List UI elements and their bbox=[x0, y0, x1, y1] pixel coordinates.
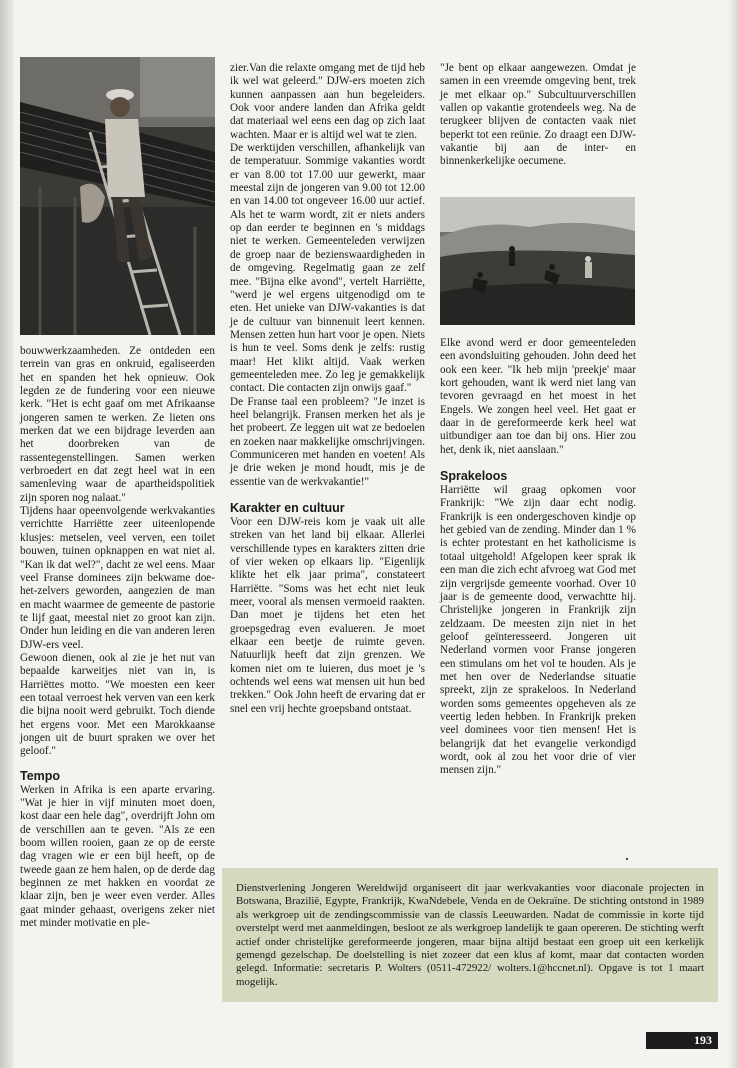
section-heading-karakter: Karakter en cultuur bbox=[230, 501, 345, 515]
text-column-2 bbox=[230, 62, 425, 716]
paragraph: Voor een DJW-reis kom je vaak uit alle streken van het land bij elkaar. Allerlei verschillende types en karakters zitten drie of vier weken op elkaars lip. "Eigenlijk klikte het elk jaar prima", constateert Harriëtte. "Soms was het echt niet leuk meer, vooral als mensen vermoeid raakten. Dan moet je tijdens het eten het groepsgedrag even evalueren. Je moet elkaar een beetje de ruimte geven. Natuurlijk heeft dat zijn grenzen. We komen niet om te luieren, dus moet je 's ochtends wel eens wat mensen uit hun bed trekken." Ook John heeft de ervaring dat er snel een vrij hechte groepsband ontstaat. bbox=[230, 516, 425, 715]
photo-field-workers bbox=[440, 197, 635, 325]
paragraph: Elke avond werd er door gemeenteleden een avondsluiting gehouden. John deed het ook een keer. "Ik heb mijn 'preekje' maar kort gehouden, want ik werd niet lang van tevoren gevraagd en het moest in het Engels. We zongen heel veel. Het gaat er daar in de gereformeerde kerk heel wat uitbundiger aan toe dan bij ons. Hier zou het, denk ik, niet aanslaan." bbox=[440, 337, 636, 456]
paragraph: De Franse taal een probleem? "Je inzet is heel belangrijk. Fransen merken het als je het probeert. Ze leggen uit wat ze bedoelen en zoeken naar makkelijke omschrijvingen. Communiceren met handen en voeten! Als je drie weken je mond houdt, mis je de essentie van de werkvakantie!" bbox=[230, 395, 425, 488]
paragraph: Harriëtte wil graag opkomen voor Frankrijk: "We zijn daar echt nodig. Frankrijk is een ondergeschoven kindje op het gebied van de zending. Minder dan 1 % is echter protestant en het katholicisme is totaal uitgehold! Afgelopen keer sprak ik een man die zich echt afvroeg wat God met zijn vergrijsde gemeente voorhad. Over 10 jaar is de gemeente dood, verwachtte hij. Christelijke jongeren in Frankrijk zijn zeldzaam. De meesten zijn niet in het geloof geïnteresseerd. Jongeren uit Nederland vormen voor Franse jongeren een stimulans om het vol te houden. Als je met hen over de Nederlandse situatie spreekt, zijn ze sprakeloos. In Nederland worden soms gemeentes opgeheven als ze veertig leden hebben. In Frankrijk preken veel dominees voor tien mensen! Het is belangrijk dat het evangelie verkondigd wordt, ook al zou het voor drie of vier mensen zijn." bbox=[440, 484, 636, 777]
text-column-1 bbox=[20, 345, 215, 930]
page-binding-edge bbox=[0, 0, 14, 1068]
photo-roof-ladder bbox=[20, 57, 215, 335]
paragraph: zier.Van die relaxte omgang met de tijd heb ik wel wat geleerd." DJW-ers moeten zich kunnen aanpassen aan hun begeleiders. Ook voor andere landen dan Afrika geldt dat materiaal wel eens een dag op zich laat wachten. Maar er is altijd wel wat te zien. bbox=[230, 62, 425, 141]
paragraph: Gewoon dienen, ook al zie je het nut van bepaalde karweitjes niet van in, is Harriëttes motto. "We moesten een keer een totaal verroest hek verven van een kerk die bijna nooit werd gebruikt. Toch diende het ergens voor. Met een Marokkaanse jongen uit de buurt spraken we over het geloof." bbox=[20, 651, 215, 758]
text-column-3-bottom bbox=[440, 337, 636, 778]
page-right-edge bbox=[728, 0, 738, 1068]
paragraph: "Je bent op elkaar aangewezen. Omdat je samen in een vreemde omgeving bent, trek je met elkaar op." Subcultuurverschillen vallen op vakantie grotendeels weg. Na de terugkeer blijven de contacten vaak niet beperkt tot een reünie. Zo draagt een DJW-vakantie bij aan de inter- en binnenkerkelijke oecumene. bbox=[440, 62, 636, 168]
section-heading-sprakeloos: Sprakeloos bbox=[440, 469, 508, 484]
paragraph: De werktijden verschillen, afhankelijk van de temperatuur. Sommige vakanties wordt er van 8.00 tot 17.00 uur gewerkt, maar meestal zijn de jongeren van 9.00 tot 12.00 en van 14.00 tot ongeveer 16.00 uur actief. Als het te warm wordt, zit er niets anders op dan eerder te beginnen en 's middags niet te werken. Gemeenteleden verwijzen de groep naar de bezienswaardigheden in de omgeving. Regelmatig gaan ze zelf mee. "Bijna elke avond", vertelt Harriëtte, "werd je wel ergens uitgenodigd om te eten. Het unieke van DJW-vakanties is dat je de cultuur van binnenuit leert kennen. Mensen zetten hun hart voor je open. Niets is hun te veel. Soms denk je zelfs: rustig maar! Het klikt altijd. Vaak werken gemeenteleden mee. Zo leg je gemakkelijk contact. Die contacten zijn onwijs gaaf." bbox=[230, 142, 425, 395]
paragraph: Tijdens haar opeenvolgende werkvakanties verrichtte Harriëtte zeer uiteenlopende klusjes: metselen, veel verven, een toilet bouwen, tuinen opknappen en wat niet al. "Kan ik dat wel?", dacht ze wel eens. Maar veel Franse dominees zijn bekwame doe-het-zelvers geworden, aangezien de man en macht waarmee de gemeente de pastorie te lijf gaat, meestal niet zo groot kan zijn. Onder hun leiding en die van anderen leren DJW-ers veel. bbox=[20, 505, 215, 651]
paragraph: bouwwerkzaamheden. Ze ontdeden een terrein van gras en onkruid, egaliseerden het en spanden het hek opnieuw. Ook legden ze de fundering voor een nieuwe kerk. "Het is echt gaaf om met Afrikaanse jongeren samen te werken. Ze lieten ons merken dat we een bijdrage leverden aan het doorbreken van de rassentegenstellingen. Samen werken verbroedert en dat zegt heel wat in een samenleving waar de apartheidspolitiek zijn sporen nog nalaat." bbox=[20, 345, 215, 504]
page-number: 193 bbox=[646, 1032, 718, 1049]
print-speck bbox=[626, 858, 628, 860]
info-box bbox=[222, 868, 718, 1002]
paragraph: Werken in Afrika is een aparte ervaring. "Wat je hier in vijf minuten moet doen, kost daar een hele dag", overdrijft John om de verschillen aan te geven. "Als ze een boom willen rooien, gaan ze op de eerste dag vragen wie er een bijl heeft, op de tweede gaan ze hem halen, op de derde dag beginnen ze met hakken en voordat ze klaar zijn, ben je weer even verder. Alles gaat minder gehaast, overigens zeker niet met minder motivatie en ple- bbox=[20, 783, 215, 930]
section-heading-tempo: Tempo bbox=[20, 768, 61, 783]
text-column-3-top bbox=[440, 62, 636, 169]
info-text: Dienstverlening Jongeren Wereldwijd organiseert dit jaar werkvakanties voor diaconale projecten in Botswana, Brazilië, Egypte, Frankrijk, KwaNdebele, Venda en de Oekraïne. De stichting ontstond in 1989 als werkgroep uit de zendingscommissie van de classis Leeuwarden. Nadat de commissie in korte tijd overstelpt werd met aanmeldingen, besloot ze als werkgroep landelijk te gaan opereren. De stichting werft actief onder christelijke gereformeerde jongeren, maar bijna altijd bestaat een groep uit een kerkelijk gemengd gezelschap. De doelstelling is niet zozeer dat een klus af komt, maar dat contacten worden gelegd. Informatie: secretaris P. Wolters (0511-472922/ wolters.1@hccnet.nl). Opgave is tot 1 maart mogelijk. bbox=[236, 882, 704, 988]
